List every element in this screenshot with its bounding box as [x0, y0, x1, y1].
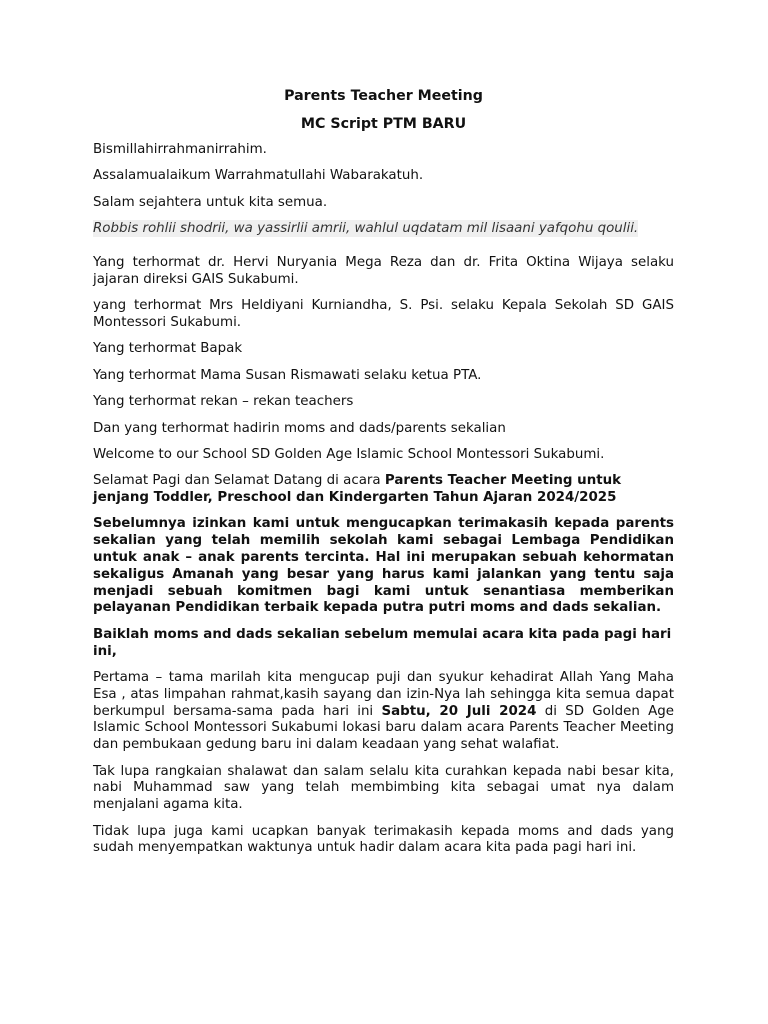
paragraph-appreciation: Tidak lupa juga kami ucapkan banyak terimakasih kepada moms and dads yang sudah menyempatkan waktunya untuk hadir dalam acara kita pada pagi hari ini.	[93, 823, 674, 856]
paragraph-thanks: Sebelumnya izinkan kami untuk mengucapkan terimakasih kepada parents sekalian yang telah memilih sekolah kami sebagai Lembaga Pendidikan untuk anak – anak parents tercinta. Hal ini merupakan sebuah kehormatan sekaligus Amanah yang besar yang harus kami jalankan yang tentu saja menjadi sebuah komitmen bagi kami untuk senantiasa memberikan pelayanan Pendidikan terbaik kepada putra putri moms and dads sekalian.	[93, 516, 674, 616]
paragraph-opening	[93, 473, 674, 507]
prayer-highlight: Robbis rohlii shodrii, wa yassirlii amrii, wahlul uqdatam mil lisaani yafqohu qoulii.	[93, 221, 639, 237]
opening-text: Selamat Pagi dan Selamat Datang di acara	[93, 473, 385, 489]
paragraph-welcome: Welcome to our School SD Golden Age Islamic School Montessori Sukabumi.	[93, 446, 605, 462]
paragraph-shalawat: Tak lupa rangkaian shalawat dan salam selalu kita curahkan kepada nabi besar kita, nabi Muhammad saw yang telah membimbing kita sebagai umat nya dalam menjalani agama kita.	[93, 763, 674, 813]
paragraph-bapak: Yang terhormat Bapak	[93, 341, 243, 357]
paragraph-salam: Salam sejahtera untuk kita semua.	[93, 194, 328, 210]
document-title: Parents Teacher Meeting	[284, 88, 483, 104]
paragraph-kepala-sekolah: yang terhormat Mrs Heldiyani Kurniandha, S. Psi. selaku Kepala Sekolah SD GAIS Montessori Sukabumi.	[93, 298, 674, 330]
document-subtitle: MC Script PTM BARU	[300, 116, 467, 132]
paragraph-gratitude	[93, 670, 674, 754]
event-name: Parents Teacher Meeting untuk jenjang Toddler, Preschool dan Kindergarten Tahun Ajaran 2024/2025	[93, 473, 622, 506]
paragraph-parents: Dan yang terhormat hadirin moms and dads/parents sekalian	[93, 420, 506, 436]
paragraph-ketua-pta: Yang terhormat Mama Susan Rismawati selaku ketua PTA.	[93, 367, 482, 383]
paragraph-teachers: Yang terhormat rekan – rekan teachers	[93, 394, 354, 410]
paragraph-bismillah: Bismillahirrahmanirrahim.	[93, 142, 267, 157]
paragraph-before-start: Baiklah moms and dads sekalian sebelum memulai acara kita pada pagi hari ini,	[93, 626, 672, 659]
gratitude-text-start: Pertama – tama marilah kita mengucap puji dan syukur kehadirat Allah Yang Maha Esa , atas limpahan rahmat,kasih sayang dan izin-Nya lah sehingga kita semua dapat berkumpul bersama-sama pada hari ini	[93, 670, 674, 719]
document-body	[93, 87, 674, 867]
gratitude-text-end: di SD Golden Age Islamic School Montessori Sukabumi lokasi baru dalam acara Parents Teacher Meeting dan pembukaan gedung baru ini dalam keadaan yang sehat walafiat.	[93, 703, 674, 753]
paragraph-direksi: Yang terhormat dr. Hervi Nuryania Mega Reza dan dr. Frita Oktina Wijaya selaku jajaran direksi GAIS Sukabumi.	[93, 254, 674, 287]
paragraph-greeting: Assalamualaikum Warrahmatullahi Wabarakatuh.	[93, 168, 424, 184]
paragraph-prayer	[93, 221, 674, 238]
event-date: Sabtu, 20 Juli 2024	[381, 703, 537, 719]
